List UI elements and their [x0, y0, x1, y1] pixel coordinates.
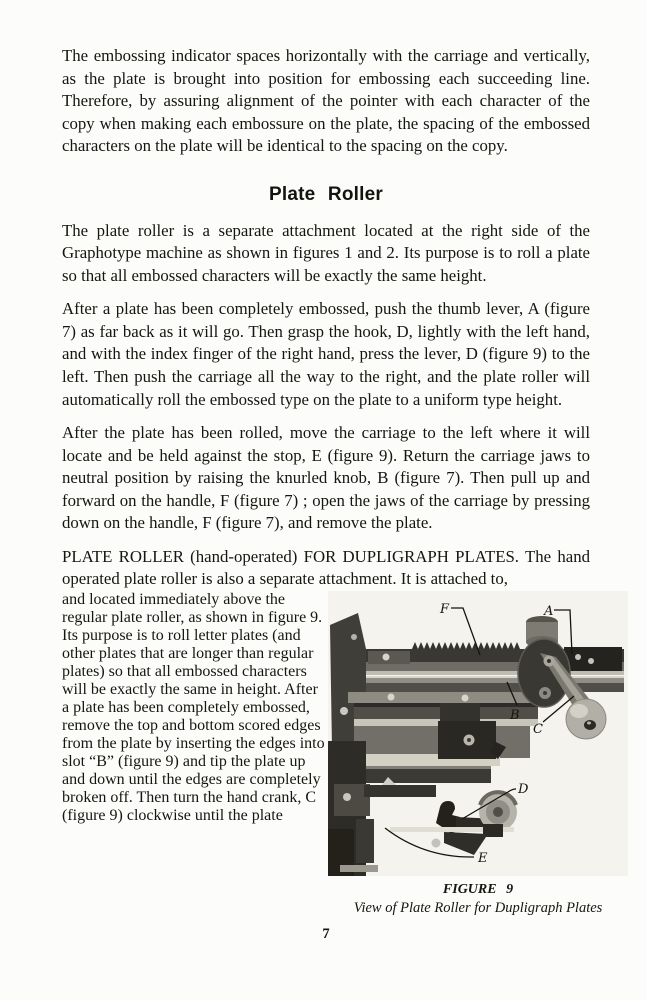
disc-pivot-center — [543, 691, 547, 695]
stop-screw — [432, 838, 441, 847]
figure-caption-title: FIGURE 9 — [442, 881, 514, 897]
paragraph-plate-roller-intro: The plate roller is a separate attachment located at the right side of the Graphotype machine as shown in figures 1 and 2. Its purpose is to roll a plate so that all embossed characters will be exactly the same height. — [62, 220, 590, 285]
page-content — [62, 45, 603, 943]
lower-left-post — [356, 819, 374, 863]
wedge-screw-1 — [340, 707, 348, 715]
wedge-screw-2 — [351, 634, 357, 640]
right-block-screw-2 — [588, 658, 594, 664]
paragraph-dupligraph-lead: PLATE ROLLER (hand-operated) FOR DUPLIGRAPH PLATES. The hand operated plate roller is also a separate attachment. It is attached to, — [62, 546, 590, 589]
paragraph-embossing-indicator: The embossing indicator spaces horizontally with the carriage and vertically, as the plate is brought into position for embossing each succeeding line. Therefore, by assuring alignment of the pointer with each character of the copy when making each embossure on the plate, the spacing of the embossed characters on the plate will be identical to the spacing on the copy. — [62, 46, 590, 156]
carriage-screw-2 — [462, 694, 469, 701]
figure-label-e: E — [478, 850, 488, 866]
figure-label-d: D — [518, 781, 529, 797]
carriage-top — [348, 692, 540, 703]
right-block-screw-1 — [575, 654, 581, 660]
rail-highlight — [356, 671, 624, 675]
crank-pivot-center — [547, 659, 551, 663]
ball-highlight — [570, 704, 588, 718]
crank-ball-handle — [566, 699, 606, 739]
clamp-screw-center — [467, 738, 471, 742]
paragraph-after-rolling: After the plate has been rolled, move the carriage to the left where it will locate and be held against the stop, E (figure 9). Return the carriage jaws to neutral position by raising the knurled knob, B (figure 7). Then pull up and forward on the handle, F (figure 7) ; open the jaws of the carriage by pressing down on the handle, F (figure 7), and remove the plate. — [62, 423, 590, 533]
ball-hole — [584, 720, 596, 730]
figure-label-a: A — [544, 603, 554, 619]
ball-hole-glint — [587, 721, 591, 724]
paragraph-rolling-procedure: After a plate has been completely embossed, push the thumb lever, A (figure 7) as far back as it will go. Then grasp the hook, D, lightly with the left hand, and with the index finger of the right hand, press the lever, D (figure 9) to the left. Then push the carriage all the way to the right, and the plate roller will automatically roll the embossed type on the plate to a uniform type height. — [62, 299, 590, 409]
page-number: 7 — [322, 925, 330, 942]
plate-roller-photo — [328, 591, 628, 876]
figure-9 — [328, 591, 628, 918]
rod-highlight — [340, 676, 624, 678]
figure-label-f: F — [440, 601, 450, 617]
lower-left-screw — [343, 793, 351, 801]
roller-hub — [493, 807, 503, 817]
section-heading-plate-roller: Plate Roller — [269, 183, 383, 205]
paragraph-dupligraph-rest-wrap — [62, 590, 603, 916]
figure-label-b: B — [510, 707, 520, 723]
bracket-screw — [383, 653, 390, 660]
lower-left-rod — [340, 865, 378, 872]
figure-caption-subtitle: View of Plate Roller for Dupligraph Plates — [353, 899, 603, 916]
paragraph-dupligraph-rest: and located immediately above the regular plate roller, as shown in figure 9. Its purpose is to roll letter plates (and other plates that are longer than regular plates) so that all embossed characters will be exactly the same in height. After a plate has been completely embossed, remove the top and bottom scored edges from the plate by inserting the edges into slot “B” (figure 9) and tip the plate up and down until the edges are completely broken off. Then turn the hand crank, C (figure 9) clockwise until the plate — [62, 590, 325, 824]
figure-label-c: C — [533, 721, 543, 737]
carriage-screw-1 — [388, 693, 395, 700]
rail-lower — [356, 683, 624, 692]
lower-bracket-arm — [364, 785, 436, 797]
